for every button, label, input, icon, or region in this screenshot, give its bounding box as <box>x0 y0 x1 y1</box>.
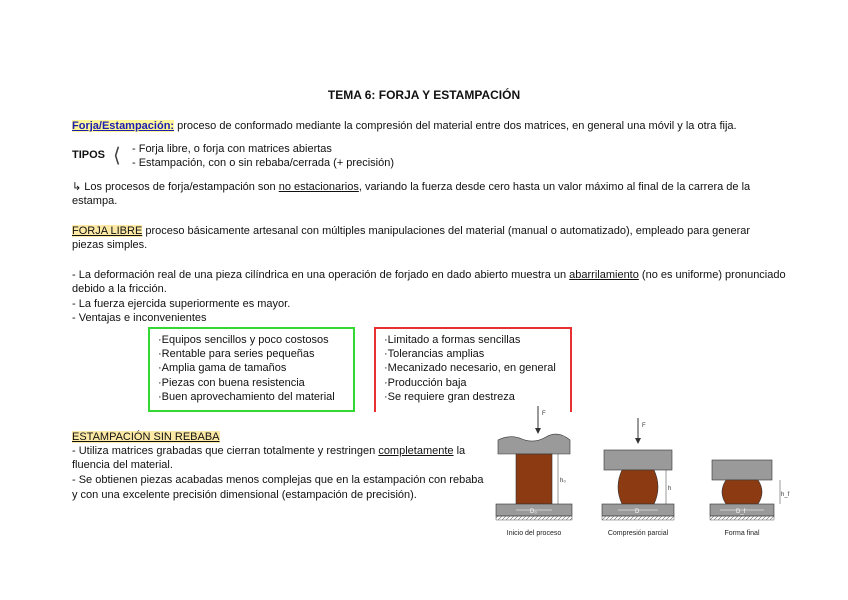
estampacion-heading-text: ESTAMPACIÓN SIN REBABA <box>72 431 220 443</box>
caption-compresion: Compresión parcial <box>607 530 669 537</box>
workpiece <box>618 470 658 504</box>
die-base <box>496 516 572 520</box>
stage-forma-final <box>710 460 790 537</box>
hf-label: h_f <box>781 492 790 498</box>
ventaja-item: ·Amplia gama de tamaños <box>158 362 287 375</box>
df-label: D_f <box>736 509 746 515</box>
forja-bullet-1-line-2: debido a la fricción. <box>72 283 167 295</box>
forja-bullet-3: - Ventajas e inconvenientes <box>72 312 207 324</box>
h0-label: h₀ <box>560 478 566 484</box>
definition-term: Forja/Estampación: <box>72 120 175 132</box>
note-prefix: ↳ Los procesos de forja/estampación son <box>72 181 279 193</box>
caption-forma-final: Forma final <box>724 530 760 537</box>
estampacion-l1-prefix: - Utiliza matrices grabadas que cierran totalmente y restringen <box>72 445 379 457</box>
force-arrowhead <box>635 438 641 444</box>
d0-label: D₀ <box>530 509 537 515</box>
estampacion-line-4: y con una excelente precisión dimensional (estampación de precisión). <box>72 489 417 501</box>
tipos-item-2: - Estampación, con o sin rebaba/cerrada (+ precisión) <box>132 157 394 169</box>
estampacion-l1-rest: la <box>453 445 466 457</box>
ventaja-item: ·Rentable para series pequeñas <box>158 348 315 361</box>
inconveniente-item: ·Mecanizado necesario, en general <box>384 362 556 375</box>
ventaja-item: ·Equipos sencillos y poco costosos <box>158 334 329 346</box>
estampacion-line-1 <box>72 444 465 458</box>
note-underlined: no estacionarios <box>278 181 359 193</box>
estampacion-heading <box>72 430 220 444</box>
forging-figure <box>490 404 790 544</box>
forja-bullet-1 <box>72 268 786 282</box>
die-base <box>602 516 674 520</box>
tipos-item-1: - Forja libre, o forja con matrices abiertas <box>132 143 332 155</box>
ventajas-box <box>148 327 355 412</box>
ventaja-item: ·Buen aprovechamiento del material <box>158 390 335 403</box>
inconveniente-item: ·Se requiere gran destreza <box>384 390 515 403</box>
inconveniente-item: ·Producción baja <box>384 376 467 389</box>
note-rest: , variando la fuerza desde cero hasta un valor máximo al final de la carrera de la <box>358 181 751 193</box>
forja-bullet-2: - La fuerza ejercida superiormente es mayor. <box>72 298 291 310</box>
estampacion-line-2: fluencia del material. <box>72 459 173 471</box>
tipos-label: TIPOS <box>72 149 106 161</box>
die-base <box>710 516 774 520</box>
caption-inicio: Inicio del proceso <box>506 530 562 537</box>
upper-die <box>498 434 570 454</box>
estampacion-l1-underlined: completamente <box>378 445 454 457</box>
force-label: F <box>542 411 546 417</box>
workpiece <box>722 480 762 504</box>
force-label: F <box>642 423 646 429</box>
estampacion-line-3: - Se obtienen piezas acabadas menos complejas que en la estampación con rebaba <box>72 474 484 486</box>
definition-text: proceso de conformado mediante la compresión del material entre dos matrices, en general una móvil y la otra fija. <box>174 120 737 132</box>
stage-compresion <box>602 418 674 537</box>
d-label: D <box>635 509 640 515</box>
stage-inicio <box>496 406 572 537</box>
bullet-1-underlined: abarrilamiento <box>569 269 639 281</box>
upper-die <box>712 460 772 480</box>
page-title: TEMA 6: FORJA Y ESTAMPACIÓN <box>327 88 521 102</box>
bullet-1-prefix: - La deformación real de una pieza cilíndrica en una operación de forjado en dado abierto muestra un <box>72 269 570 281</box>
forja-libre-line-1 <box>72 224 750 238</box>
definition <box>72 119 737 133</box>
force-arrowhead <box>535 428 541 434</box>
inconvenientes-box <box>374 327 572 412</box>
bullet-1-rest: (no es uniforme) pronunciado <box>638 269 786 281</box>
forja-libre-text: proceso básicamente artesanal con múltiples manipulaciones del material (manual o automatizado), empleado para generar <box>142 225 751 237</box>
forja-libre-heading: FORJA LIBRE <box>72 225 143 237</box>
h-label: h <box>668 486 672 492</box>
ventaja-item: ·Piezas con buena resistencia <box>158 376 305 389</box>
workpiece <box>516 454 552 504</box>
note-line-2: estampa. <box>72 195 118 207</box>
forja-libre-line-2: piezas simples. <box>72 239 148 251</box>
inconveniente-item: ·Limitado a formas sencillas <box>384 334 521 346</box>
inconveniente-item: ·Tolerancias amplias <box>384 348 485 361</box>
note-line-1 <box>72 180 750 194</box>
upper-die <box>604 450 672 470</box>
tipos-bracket: ⟨ <box>113 145 121 167</box>
